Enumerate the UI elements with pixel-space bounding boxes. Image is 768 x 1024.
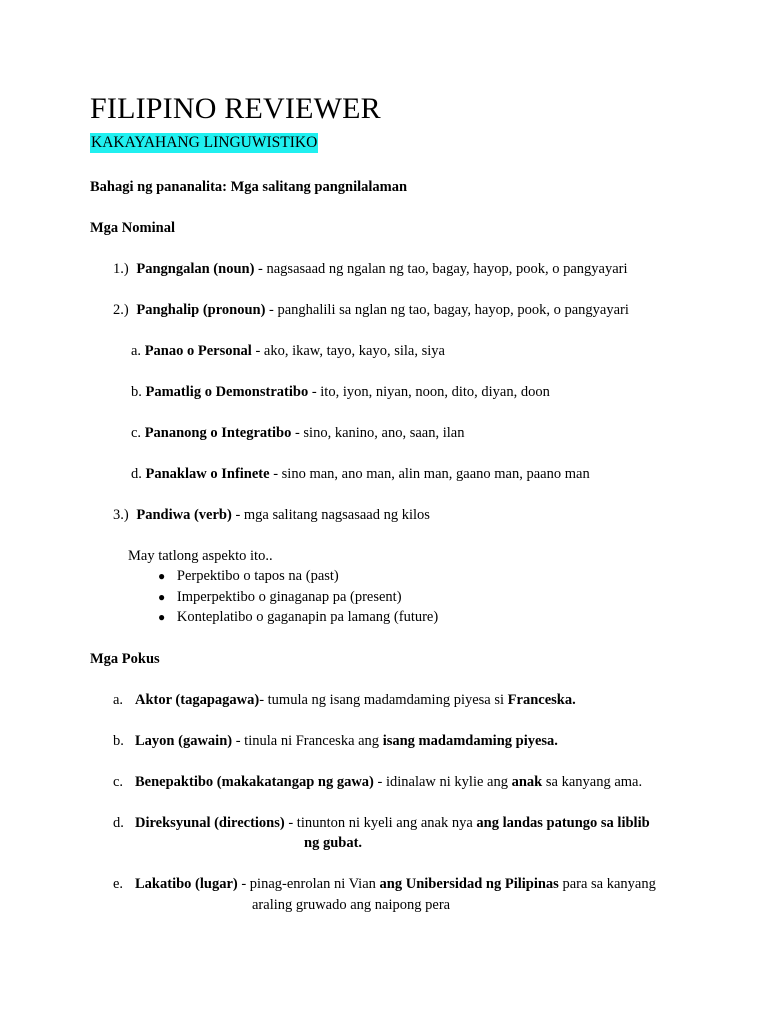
definition: - tinunton ni kyeli ang anak nya — [284, 815, 477, 831]
pokus-letter: a. — [113, 692, 124, 708]
bullet-icon: ● — [158, 590, 166, 604]
bullet-text: Konteplatibo o gaganapin pa lamang (future) — [176, 609, 439, 625]
term: Pamatlig o Demonstratibo — [145, 384, 309, 400]
term: Pananong o Integratibo — [144, 425, 292, 441]
nominal-heading: Mga Nominal — [90, 220, 175, 236]
definition: - mga salitang nagsasaad ng kilos — [231, 507, 430, 523]
pokus-item — [113, 814, 650, 832]
definition: - sino man, ano man, alin man, gaano man, paano man — [269, 466, 590, 482]
term: Pandiwa (verb) — [136, 507, 232, 523]
pokus-letter: c. — [113, 774, 124, 790]
bullet-icon: ● — [158, 610, 166, 624]
list-item — [113, 506, 430, 524]
sub-letter: d. — [131, 466, 142, 482]
emphasis: Franceska. — [507, 692, 576, 708]
definition: - tinula ni Franceska ang — [232, 733, 383, 749]
definition: - nagsasaad ng ngalan ng tao, bagay, hayop, pook, o pangyayari — [254, 261, 628, 277]
definition: - ito, iyon, niyan, noon, dito, diyan, doon — [308, 384, 550, 400]
term: Panghalip (pronoun) — [136, 302, 266, 318]
term: Aktor (tagapagawa) — [135, 692, 260, 708]
term: Benepaktibo (makakatangap ng gawa) — [135, 774, 374, 790]
bullet-item — [158, 588, 402, 606]
subtitle-highlight: KAKAYAHANG LINGUWISTIKO — [91, 134, 318, 151]
sub-letter: c. — [131, 425, 142, 441]
definition-end: para sa kanyang — [558, 876, 656, 892]
term: Pangngalan (noun) — [136, 261, 255, 277]
bullet-item — [158, 567, 339, 585]
list-number: 1.) — [113, 261, 129, 277]
pokus-item — [113, 732, 558, 750]
definition: - ako, ikaw, tayo, kayo, sila, siya — [251, 343, 445, 359]
definition: - idinalaw ni kylie ang — [373, 774, 512, 790]
pokus-letter: e. — [113, 876, 124, 892]
term: Lakatibo (lugar) — [135, 876, 238, 892]
aspect-intro: May tatlong aspekto ito.. — [128, 548, 273, 564]
sub-list-item — [131, 424, 465, 442]
term: Panao o Personal — [144, 343, 252, 359]
sub-list-item — [131, 465, 590, 483]
bullet-icon: ● — [158, 569, 166, 583]
emphasis: ang landas patungo sa liblib — [476, 815, 650, 831]
term: Layon (gawain) — [135, 733, 233, 749]
list-item — [113, 260, 628, 278]
definition: - pinag-enrolan ni Vian — [237, 876, 380, 892]
definition: - panghalili sa nglan ng tao, bagay, hayop, pook, o pangyayari — [265, 302, 629, 318]
bullet-text: Perpektibo o tapos na (past) — [176, 568, 339, 584]
pokus-item — [113, 875, 656, 893]
sub-list-item — [131, 342, 445, 360]
definition-end: sa kanyang ama. — [542, 774, 643, 790]
emphasis: isang madamdaming piyesa. — [382, 733, 558, 749]
list-number: 3.) — [113, 507, 129, 523]
list-number: 2.) — [113, 302, 129, 318]
definition: - sino, kanino, ano, saan, ilan — [291, 425, 465, 441]
term: Direksyunal (directions) — [135, 815, 285, 831]
pokus-letter: b. — [113, 733, 124, 749]
sub-letter: b. — [131, 384, 142, 400]
sub-letter: a. — [131, 343, 142, 359]
emphasis: ang Unibersidad ng Pilipinas — [379, 876, 559, 892]
section-heading: Bahagi ng pananalita: Mga salitang pangnilalaman — [90, 179, 408, 195]
definition-continued: araling gruwado ang naipong pera — [252, 897, 451, 913]
page-title: FILIPINO REVIEWER — [90, 92, 381, 125]
term: Panaklaw o Infinete — [145, 466, 270, 482]
sub-list-item — [131, 383, 550, 401]
emphasis: anak — [511, 774, 543, 790]
pokus-item — [113, 773, 642, 791]
list-item — [113, 301, 629, 319]
definition: - tumula ng isang madamdaming piyesa si — [259, 692, 508, 708]
bullet-item — [158, 608, 438, 626]
pokus-letter: d. — [113, 815, 124, 831]
pokus-heading: Mga Pokus — [90, 651, 160, 667]
emphasis-continued: ng gubat. — [304, 835, 363, 851]
bullet-text: Imperpektibo o ginaganap pa (present) — [176, 589, 402, 605]
pokus-item — [113, 691, 576, 709]
